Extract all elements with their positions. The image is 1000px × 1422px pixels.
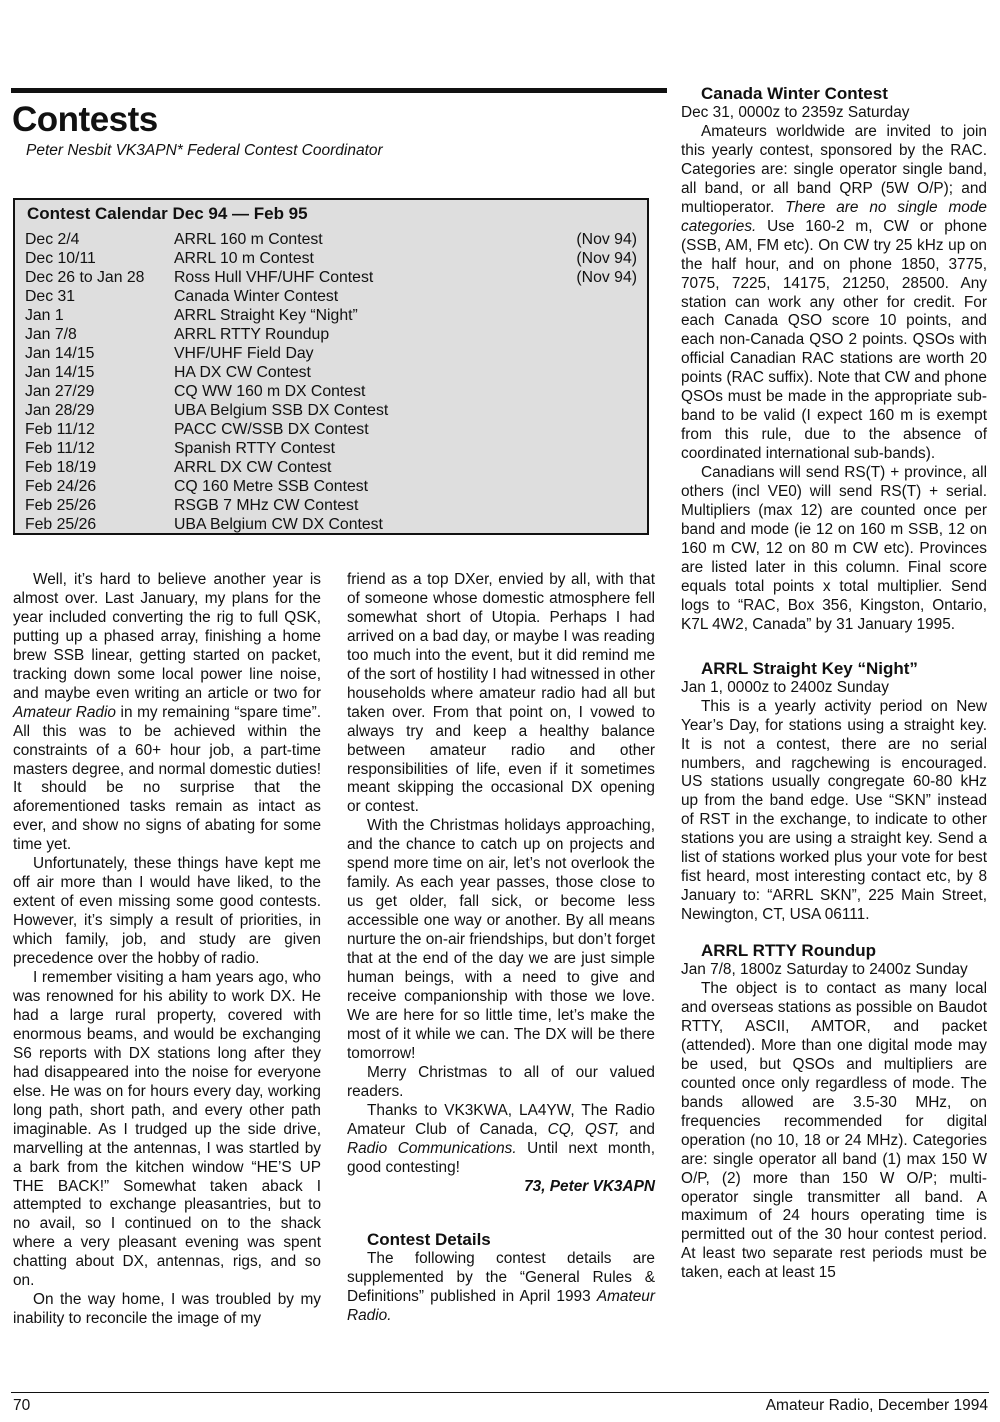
calendar-row xyxy=(25,268,637,287)
calendar-date: Jan 14/15 xyxy=(25,364,95,381)
calendar-contest-name: CQ WW 160 m DX Contest xyxy=(174,383,366,400)
calendar-row xyxy=(25,496,637,515)
calendar-date: Dec 26 to Jan 28 xyxy=(25,269,145,286)
calendar-row xyxy=(25,325,637,344)
footer-rule xyxy=(11,1392,989,1393)
calendar-contest-name: Spanish RTTY Contest xyxy=(174,440,335,457)
intro-paragraph-4: On the way home, I was troubled by my inability to reconcile the image of my xyxy=(13,1291,321,1328)
calendar-date: Feb 18/19 xyxy=(25,459,97,476)
calendar-contest-name: Ross Hull VHF/UHF Contest xyxy=(174,269,374,286)
column-3 xyxy=(681,84,987,1283)
skn-heading: ARRL Straight Key “Night” xyxy=(701,658,918,678)
calendar-row xyxy=(25,363,637,382)
calendar-row xyxy=(25,420,637,439)
canada-paragraph-1: Amateurs worldwide are invited to join this yearly contest, sponsored by the RAC. Categories are: single operator single band, all band, or all band QRP (5W O/P); and multioperator. There are no single mode categories. Use 160-2 m, CW or phone (SSB, AM, FM etc). On CW try 25 kHz up on the half hour, and on phone 1850, 3775, 7075, 7225, 14175, 21250, 28500. Any station can work any other for credit. For each Canada QSO score 10 points, and each non-Canada QSO 2 points. QSOs with official Canadian RAC stations are worth 20 points (RAC suffix). Note that CW and phone QSOs must be made in the appropriate sub-band to be valid (I expect 160 m is exempt from this rule, due to the absence of coordinated international sub-bands). xyxy=(681,122,987,463)
calendar-issue-ref: (Nov 94) xyxy=(576,231,637,248)
thanks-paragraph: Thanks to VK3KWA, LA4YW, The Radio Amateur Club of Canada, CQ, QST, and Radio Communications. Until next month, good contesting! xyxy=(347,1101,655,1176)
calendar-date: Feb 11/12 xyxy=(25,440,95,457)
calendar-contest-name: ARRL 10 m Contest xyxy=(174,250,314,267)
calendar-row xyxy=(25,249,637,268)
intro-paragraph-1: Well, it’s hard to believe another year is almost over. Last January, my plans for the year included converting the rig to full QSK, putting up a phased array, finishing a home brew SSB linear, getting started on packet, tracking down some local power line noise, and maybe even writing an article or two for Amateur Radio in my remaining “spare time”. All this was to be achieved within the constraints of a 60+ hour job, a part-time masters degree, and normal domestic duties! It should be no surprise that the aforementioned tasks remain as intact as ever, and show no signs of abating for some time yet. xyxy=(13,571,321,854)
column-1 xyxy=(13,571,321,1329)
calendar-title: Contest Calendar Dec 94 — Feb 95 xyxy=(27,204,308,223)
calendar-date: Dec 2/4 xyxy=(25,231,80,248)
page-title: Contests xyxy=(12,100,158,139)
calendar-row xyxy=(25,306,637,325)
calendar-contest-name: UBA Belgium SSB DX Contest xyxy=(174,402,389,419)
calendar-rows xyxy=(25,230,637,534)
calendar-date: Dec 10/11 xyxy=(25,250,96,267)
calendar-contest-name: ARRL 160 m Contest xyxy=(174,231,323,248)
calendar-row xyxy=(25,344,637,363)
skn-time: Jan 1, 0000z to 2400z Sunday xyxy=(681,678,889,696)
calendar-contest-name: PACC CW/SSB DX Contest xyxy=(174,421,369,438)
calendar-contest-name: CQ 160 Metre SSB Contest xyxy=(174,478,369,495)
canada-paragraph-2: Canadians will send RS(T) + province, all others (incl VE0) will send RS(T) + serial. Multipliers (max 12) are counted once per band and mode (ie 12 on 160 m SSB, 12 on 160 m CW, 12 on 80 m CW etc). Provinces are listed later in this column. Final score equals total points x total multiplier. Send logs to “RAC, Box 356, Kingston, Ontario, K7L 4W2, Canada” by 31 January 1995. xyxy=(681,464,987,633)
body-paragraph-1: friend as a top DXer, envied by all, with that of someone whose domestic atmosphere fell somewhat short of Utopia. Perhaps I had arrived on a bad day, or maybe I was reading too much into the event, but it did remind me of the sort of hostility I had witnessed in other households where amateur radio had all but taken over. From that point on, I vowed to always try and keep a healthy balance between amateur radio and other responsibilities of life, even if it sometimes meant skipping the occasional DX opening or contest. xyxy=(347,571,655,816)
calendar-date: Feb 11/12 xyxy=(25,421,95,438)
rtty-time: Jan 7/8, 1800z Saturday to 2400z Sunday xyxy=(681,961,968,979)
calendar-date: Feb 25/26 xyxy=(25,516,97,533)
calendar-contest-name: VHF/UHF Field Day xyxy=(174,345,314,362)
rtty-heading: ARRL RTTY Roundup xyxy=(701,941,877,961)
byline: Peter Nesbit VK3APN* Federal Contest Coordinator xyxy=(26,142,383,159)
publication-footer: Amateur Radio, December 1994 xyxy=(765,1397,988,1414)
calendar-date: Dec 31 xyxy=(25,288,76,305)
canada-heading: Canada Winter Contest xyxy=(701,84,888,103)
calendar-contest-name: RSGB 7 MHz CW Contest xyxy=(174,497,359,514)
calendar-date: Jan 1 xyxy=(25,307,64,324)
calendar-contest-name: ARRL RTTY Roundup xyxy=(174,326,330,343)
calendar-date: Jan 14/15 xyxy=(25,345,95,362)
calendar-row xyxy=(25,401,637,420)
contest-details-paragraph: The following contest details are supplemented by the “General Rules & Definitions” published in April 1993 Amateur Radio. xyxy=(347,1250,655,1325)
calendar-row xyxy=(25,230,637,249)
skn-paragraph: This is a yearly activity period on New Year’s Day, for stations using a straight key. It is not a contest, there are no serial numbers, and ragchewing is encouraged. US stations usually congregate 60-80 kHz up from the band edge. Use “SKN” instead of RST in the exchange, to indicate to other stations you are using a straight key. Send a list of stations worked plus your vote for best fist heard, most interesting contact etc, by 8 January to: “ARRL SKN”, 225 Main Street, Newington, CT, USA 06111. xyxy=(681,697,987,924)
rtty-paragraph: The object is to contact as many local and overseas stations as possible on Baudot RTTY, ASCII, AMTOR, and packet (attended). More than one digital mode may be used, but QSOs and multipliers are counted once only regardless of mode. The bands allowed are 3.5-30 MHz, on frequencies recommended for digital operation (no 10, 18 or 24 MHz). Categories are: single operator all band (1) max 150 W O/P, (2) more than 150 W O/P; multi-operator single transmitter all band. A maximum of 24 hours operating time is permitted out of the 30 hour contest period. At least two separate rest periods must be taken, each at least 15 xyxy=(681,980,987,1282)
calendar-row xyxy=(25,287,637,306)
calendar-contest-name: ARRL DX CW Contest xyxy=(174,459,332,476)
body-paragraph-2: With the Christmas holidays approaching, and the chance to catch up on projects and spend more time on air, let’s not overlook the family. As each year passes, those close to us get older, fall sick, or become less accessible one way or another. By all means nurture the on-air friendships, but don’t forget that at the end of the day we are just simple human beings, with a need to give and receive companionship with those we love. We are here for so little time, let’s make the most of it while we can. The DX will be there tomorrow! xyxy=(347,817,655,1062)
intro-paragraph-3: I remember visiting a ham years ago, who was renowned for his ability to work DX. He had a large rural property, covered with enormous beams, and would be exchanging S6 reports with DX stations long after they had disappeared into the noise for everyone else. He was on for hours every day, working long path, short path, and every other path imaginable. As I trudged up the side drive, marvelling at the antennas, I was startled by a bark from the kitchen window “HE’S UP THE BACK!” Somewhat taken aback I attempted to exchange pleasantries, but to no avail, so I continued on to the shack where a very pleasant evening was spent chatting about DX, antennas, rigs, and so on. xyxy=(13,969,321,1290)
column-2 xyxy=(347,571,655,1326)
contest-details-heading: Contest Details xyxy=(367,1230,491,1250)
calendar-date: Jan 27/29 xyxy=(25,383,95,400)
calendar-row xyxy=(25,458,637,477)
body-paragraph-3: Merry Christmas to all of our valued readers. xyxy=(347,1063,655,1100)
canada-time: Dec 31, 0000z to 2359z Saturday xyxy=(681,104,910,121)
calendar-date: Jan 28/29 xyxy=(25,402,95,419)
calendar-row xyxy=(25,382,637,401)
contest-calendar xyxy=(13,198,649,535)
calendar-contest-name: ARRL Straight Key “Night” xyxy=(174,307,358,324)
intro-paragraph-2: Unfortunately, these things have kept me off air more than I would have liked, to the extent of even missing some good contests. However, it’s simply a result of priorities, in which family, job, and study are given precedence over the hobby of radio. xyxy=(13,855,321,968)
calendar-contest-name: HA DX CW Contest xyxy=(174,364,311,381)
calendar-contest-name: Canada Winter Contest xyxy=(174,288,339,305)
page-number: 70 xyxy=(13,1397,31,1414)
calendar-issue-ref: (Nov 94) xyxy=(576,250,637,267)
calendar-date: Feb 24/26 xyxy=(25,478,97,495)
signature: 73, Peter VK3APN xyxy=(524,1177,655,1195)
calendar-row xyxy=(25,515,637,534)
calendar-contest-name: UBA Belgium CW DX Contest xyxy=(174,516,383,533)
header-rule xyxy=(11,88,667,93)
calendar-date: Feb 25/26 xyxy=(25,497,97,514)
calendar-row xyxy=(25,477,637,496)
calendar-row xyxy=(25,439,637,458)
calendar-issue-ref: (Nov 94) xyxy=(576,269,637,286)
calendar-date: Jan 7/8 xyxy=(25,326,77,343)
